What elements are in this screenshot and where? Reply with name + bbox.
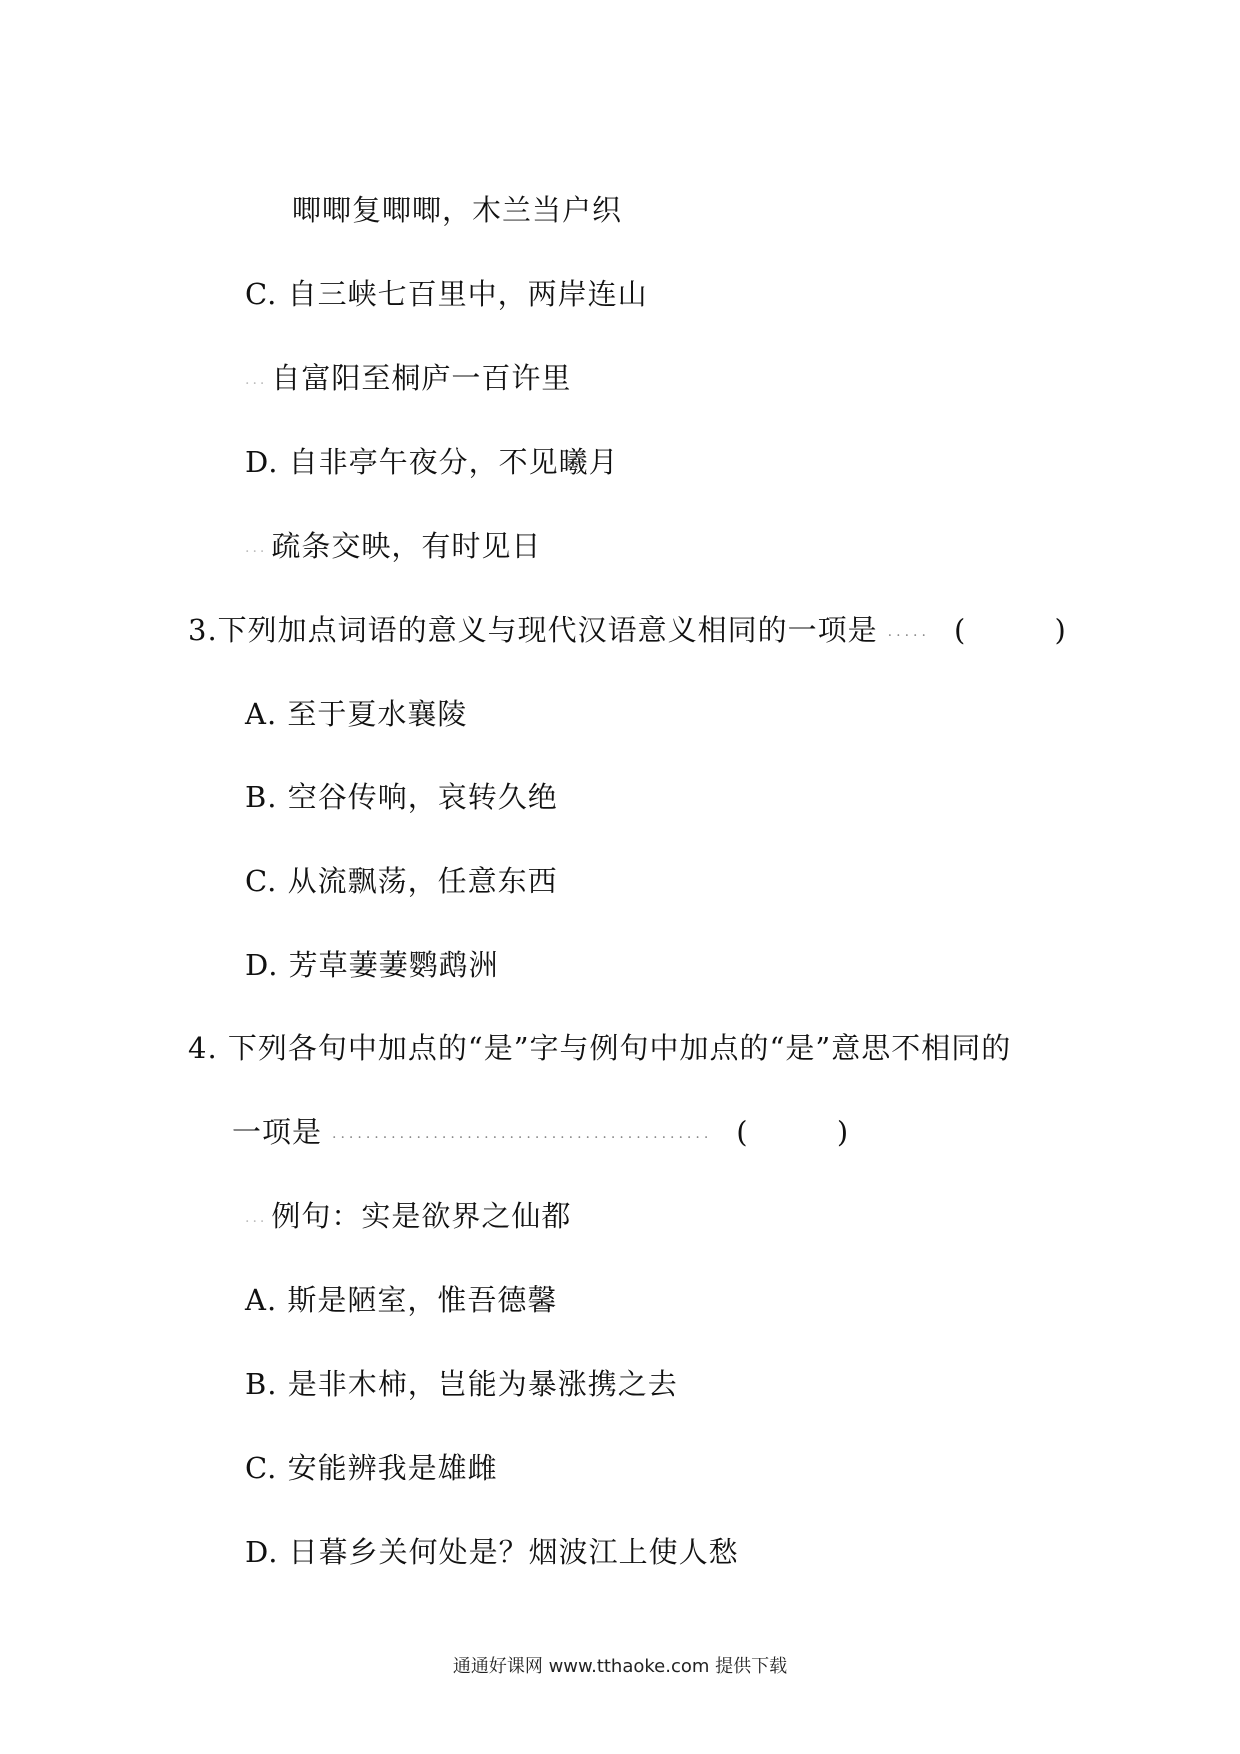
leader-dots: ... xyxy=(245,372,268,388)
leader-dots: ... xyxy=(245,1210,268,1226)
option-a: A. 斯是陋室，惟吾德馨 xyxy=(245,1283,558,1317)
footer-watermark: 通通好课网 www.tthaoke.com 提供下载 xyxy=(452,1656,788,1677)
question-4: 4. 下列各句中加点的“是”字与例句中加点的“是”意思不相同的 xyxy=(188,1031,1012,1065)
option-b: B. 是非木柿，岂能为暴涨携之去 xyxy=(245,1367,678,1401)
text-line: 唧唧复唧唧，木兰当户织 xyxy=(292,193,623,227)
option-c: C. 从流飘荡，任意东西 xyxy=(245,864,558,898)
leader-dots: ... xyxy=(245,540,268,556)
text-line: ... 疏条交映，有时见日 xyxy=(245,529,542,563)
option-c: C. 自三峡七百里中，两岸连山 xyxy=(245,277,648,311)
option-d: D. 自非亭午夜分，不见曦月 xyxy=(245,445,619,479)
leader-dots: ............................................. xyxy=(332,1126,713,1142)
question-4-cont: 一项是 ............................................. ( ) xyxy=(232,1115,889,1149)
option-c: C. 安能辨我是雄雌 xyxy=(245,1451,498,1485)
question-3: 3.下列加点词语的意义与现代汉语意义相同的一项是 ..... ( ) xyxy=(188,613,1106,647)
option-d: D. 芳草萋萋鹦鹉洲 xyxy=(245,948,499,982)
leader-dots: ..... xyxy=(887,624,930,640)
option-b: B. 空谷传响，哀转久绝 xyxy=(245,780,558,814)
example-sentence: ... 例句：实是欲界之仙都 xyxy=(245,1199,572,1233)
answer-paren: ( ) xyxy=(953,613,1106,647)
text-line: ... 自富阳至桐庐一百许里 xyxy=(245,361,572,395)
option-d: D. 日暮乡关何处是？烟波江上使人愁 xyxy=(245,1535,739,1569)
answer-paren: ( ) xyxy=(736,1115,889,1149)
option-a: A. 至于夏水襄陵 xyxy=(245,697,468,731)
